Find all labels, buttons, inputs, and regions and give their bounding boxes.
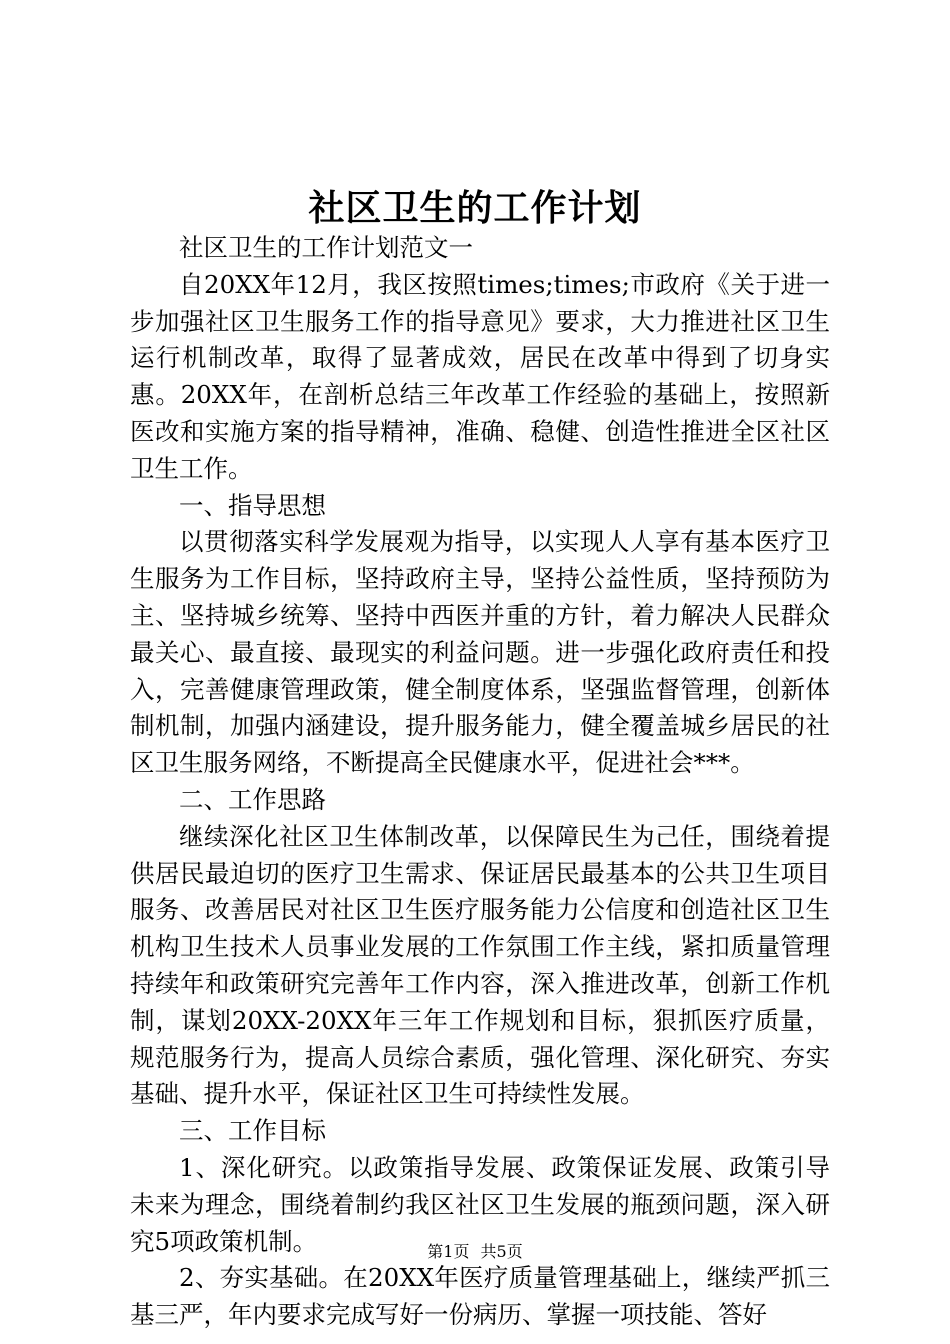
section-heading-work-goals: 三、工作目标 [179, 1116, 326, 1146]
page-footer [0, 1241, 950, 1263]
document-title: 社区卫生的工作计划 [308, 187, 642, 229]
paragraph-goal-1: 1、深化研究。以政策指导发展、政策保证发展、政策引导未来为理念，围绕着制约我区社区卫生发展的瓶颈问题，深入研究5项政策机制。 [130, 1152, 830, 1256]
paragraph-guiding-thought: 以贯彻落实科学发展观为指导，以实现人人享有基本医疗卫生服务为工作目标，坚持政府主导，坚持公益性质，坚持预防为主、坚持城乡统筹、坚持中西医并重的方针，着力解决人民群众最关心、最直接、最现实的利益问题。进一步强化政府责任和投入，完善健康管理政策，健全制度体系，坚强监督管理，创新体制机制，加强内涵建设，提升服务能力，健全覆盖城乡居民的社区卫生服务网络，不断提高全民健康水平，促进社会***。 [130, 527, 830, 778]
page-number: 第1页 [427, 1242, 470, 1261]
paragraph-subtitle: 社区卫生的工作计划范文一 [179, 233, 473, 262]
page-total: 共5页 [480, 1242, 523, 1261]
paragraph-intro: 自20XX年12月，我区按照times;times;市政府《关于进一步加强社区卫生服务工作的指导意见》要求，大力推进社区卫生运行机制改革，取得了显著成效，居民在改革中得到了切身实惠。20XX年，在剖析总结三年改革工作经验的基础上，按照新医改和实施方案的指导精神，准确、稳健、创造性推进全区社区卫生工作。 [130, 269, 830, 483]
section-heading-work-approach: 二、工作思路 [179, 784, 326, 814]
document-body [130, 230, 830, 1334]
section-heading-guiding-thought: 一、指导思想 [179, 490, 326, 520]
paragraph-goal-2: 2、夯实基础。在20XX年医疗质量管理基础上，继续严抓三基三严，年内要求完成写好一份病历、掌握一项技能、答好 [130, 1263, 830, 1330]
paragraph-work-approach: 继续深化社区卫生体制改革，以保障民生为己任，围绕着提供居民最迫切的医疗卫生需求、保证居民最基本的公共卫生项目服务、改善居民对社区卫生医疗服务能力公信度和创造社区卫生机构卫生技术人员事业发展的工作氛围工作主线，紧扣质量管理持续年和政策研究完善年工作内容，深入推进改革，创新工作机制，谋划20XX-20XX年三年工作规划和目标，狠抓医疗质量，规范服务行为，提高人员综合素质，强化管理、深化研究、夯实基础、提升水平，保证社区卫生可持续性发展。 [130, 821, 830, 1109]
